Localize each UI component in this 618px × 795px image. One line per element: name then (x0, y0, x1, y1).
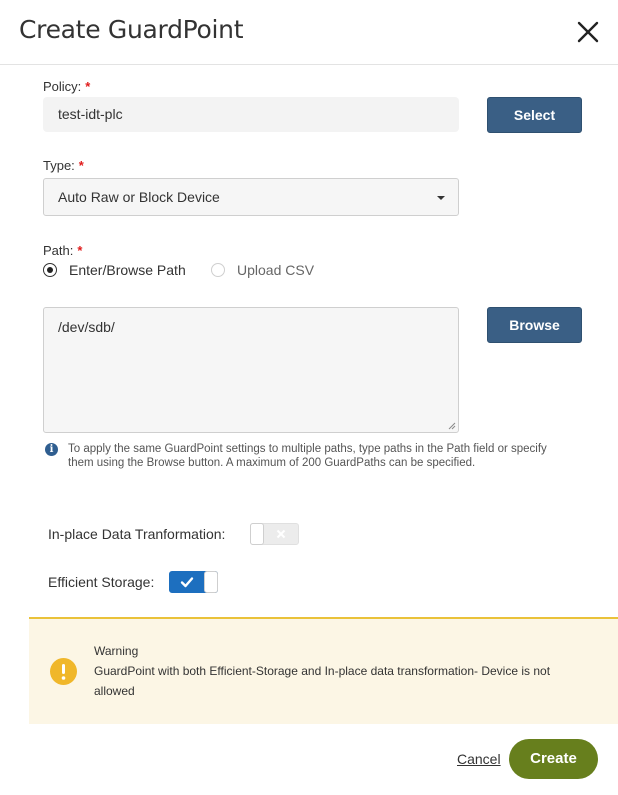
close-icon (574, 18, 602, 46)
select-button[interactable]: Select (487, 97, 582, 133)
dialog-header (0, 0, 618, 65)
type-select[interactable] (43, 178, 459, 216)
efficient-storage-label: Efficient Storage: (48, 574, 155, 590)
type-label (43, 158, 84, 173)
policy-input[interactable]: test-idt-plc (43, 97, 459, 132)
policy-label-text: Policy: (43, 79, 82, 94)
efficient-storage-toggle[interactable] (169, 571, 218, 593)
type-required-mark: * (78, 158, 84, 173)
type-label-text: Type: (43, 158, 75, 173)
path-textarea[interactable] (43, 307, 459, 433)
warning-title: Warning (94, 644, 139, 658)
toggle-knob (250, 523, 264, 545)
policy-required-mark: * (85, 79, 91, 94)
dialog-title: Create GuardPoint (19, 15, 244, 44)
resize-grip-icon[interactable] (448, 422, 456, 430)
cancel-button[interactable]: Cancel (457, 751, 501, 767)
create-button[interactable]: Create (509, 739, 598, 779)
path-label (43, 243, 82, 258)
path-info-text: To apply the same GuardPoint settings to multiple paths, type paths in the Path field or specify them using the Browse button. A maximum of 200 GuardPaths can be specified. (68, 443, 547, 469)
path-value: /dev/sdb/ (58, 319, 115, 335)
path-label-text: Path: (43, 243, 74, 258)
radio-enter-browse-path[interactable] (43, 263, 57, 277)
warning-banner (29, 617, 618, 724)
warning-message: GuardPoint with both Efficient-Storage and In-place data transformation- Device is not allowed (94, 664, 551, 698)
checkmark-icon (180, 575, 194, 589)
radio-upload-csv[interactable] (211, 263, 225, 277)
x-icon (274, 527, 288, 541)
policy-label (43, 79, 90, 94)
path-mode-radio-group (43, 262, 343, 280)
radio-enter-browse-label[interactable]: Enter/Browse Path (69, 262, 186, 278)
type-selected-value: Auto Raw or Block Device (58, 189, 220, 205)
path-required-mark: * (77, 243, 83, 258)
info-icon: i (45, 443, 58, 456)
close-button[interactable] (574, 18, 602, 46)
inplace-transformation-toggle[interactable] (250, 523, 299, 545)
browse-button[interactable]: Browse (487, 307, 582, 343)
warning-icon (50, 658, 77, 685)
toggle-knob (204, 571, 218, 593)
radio-upload-csv-label[interactable]: Upload CSV (237, 262, 315, 278)
inplace-transformation-label: In-place Data Tranformation: (48, 526, 226, 542)
chevron-down-icon (437, 196, 445, 200)
